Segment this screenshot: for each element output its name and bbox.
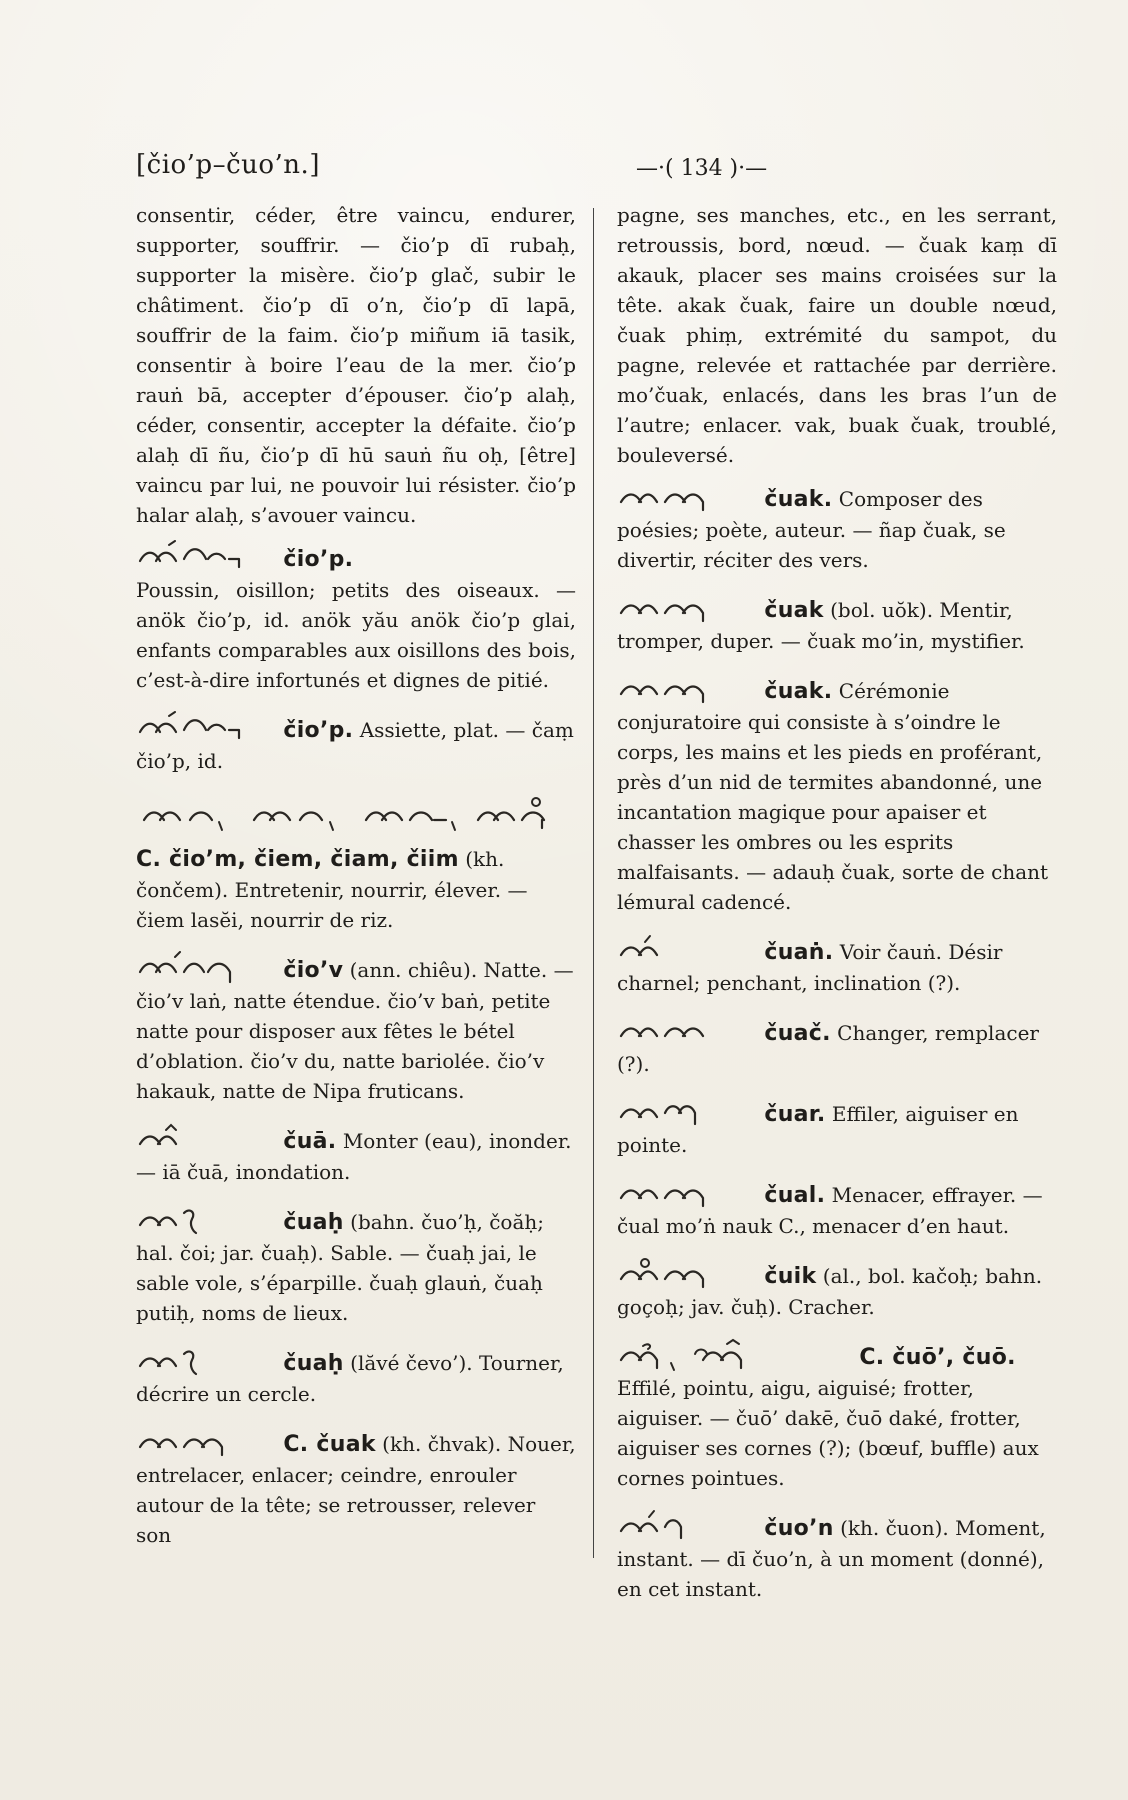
cham-script-icon xyxy=(617,480,742,514)
left-intro-text: consentir, céder, être vaincu, endurer, supporter, souffrir. — čio’p dī rubaḥ, supporter la misère. čio’p glač, subir le châtiment. čio’p dī o’n, čio’p dī lapā, souffrir de la faim. čio’p miñum iā tasik, consentir à boire l’eau de la mer. čio’p rauṅ bā, accepter d’épouser. čio’p alaḥ, céder, consentir, accepter la défaite. čio’p alaḥ dī ñu, čio’p dī hū sauṅ ñu oḥ, [être] vaincu par lui, ne pouvoir lui résister. čio’p halar alaḥ, s’avouer vaincu. xyxy=(136,203,576,527)
right-entry-8-def: (al., bol. kačoḥ; bahn. goçoḥ; jav. čuḥ). Cracher. xyxy=(617,1264,1043,1319)
left-entry-5-heading xyxy=(136,1122,576,1187)
right-entry-3 xyxy=(617,672,1057,917)
right-entry-7-def: Menacer, effrayer. — čual mo’ṅ nauk C., menacer d’en haut. xyxy=(617,1183,1043,1238)
right-intro-text: pagne, ses manches, etc., en les serrant, retroussis, bord, nœud. — čuak kaṃ dī akauk, placer ses mains croisées sur la tête. akak čuak, faire un double nœud, čuak phiṃ, extrémité du sampot, du pagne, relevée et rattachée par derrière. mo’čuak, enlacés, dans les bras l’un de l’autre; enlacer. vak, buak čuak, troublé, bouleversé. xyxy=(617,203,1057,467)
page-header xyxy=(136,150,1016,190)
cham-script-icon xyxy=(617,1014,742,1048)
right-entry-6-def: Effiler, aiguiser en pointe. xyxy=(617,1102,1019,1157)
left-entry-2-head: čio’p. xyxy=(283,718,354,743)
right-entry-7-head: čual. xyxy=(764,1183,826,1208)
cham-script-icon xyxy=(136,540,261,574)
left-entry-7 xyxy=(136,1344,576,1409)
cham-script-icon xyxy=(136,711,261,745)
cham-script-icon xyxy=(617,1095,742,1129)
left-entry-6-def: (bahn. čuo’ḥ, čoăḥ; hal. čoi; jar. čuaḥ). Sable. — čuaḥ jai, le sable vole, s’éparpille. čuaḥ glauṅ, čuaḥ putiḥ, noms de lieux. xyxy=(136,1210,545,1325)
left-entry-5-head: čuā. xyxy=(283,1129,337,1154)
right-entry-2 xyxy=(617,591,1057,656)
left-entry-4 xyxy=(136,951,576,1106)
left-entry-4-head: čio’v xyxy=(283,958,344,983)
right-entry-1 xyxy=(617,480,1057,575)
right-entry-1-head: čuak. xyxy=(764,487,833,512)
right-entry-4 xyxy=(617,933,1057,998)
left-entry-6 xyxy=(136,1203,576,1328)
right-entry-8-heading xyxy=(617,1257,1057,1322)
right-entry-5 xyxy=(617,1014,1057,1079)
right-entry-4-heading xyxy=(617,933,1057,998)
right-entry-9 xyxy=(617,1338,1057,1493)
right-entry-2-heading xyxy=(617,591,1057,656)
right-entry-7 xyxy=(617,1176,1057,1241)
left-entry-6-head: čuaḥ xyxy=(283,1210,344,1235)
cham-script-icon xyxy=(617,933,742,967)
left-entry-8-def: (kh. čhvak). Nouer, entrelacer, enlacer; ceindre, enrouler autour de la tête; se retrousser, relever son xyxy=(136,1432,576,1547)
right-entry-6 xyxy=(617,1095,1057,1160)
right-entry-3-head: čuak. xyxy=(764,679,833,704)
left-entry-7-def: (lăvé čevo’). Tourner, décrire un cercle. xyxy=(136,1351,564,1406)
right-entry-3-def: Cérémonie conjuratoire qui consiste à s’oindre le corps, les mains et les pieds en proférant, près d’un nid de termites abandonné, une incantation magique pour apaiser et chasser les ombres ou les esprits malfaisants. — adauḥ čuak, sorte de chant lémural cadencé. xyxy=(617,679,1049,914)
left-entry-2-def: Assiette, plat. — čaṃ čio’p, id. xyxy=(136,718,574,773)
right-entry-4-head: čuaṅ. xyxy=(764,940,834,965)
cham-script-icon xyxy=(617,1509,742,1543)
right-entry-10-head: čuo’n xyxy=(764,1516,834,1541)
cham-script-icon xyxy=(617,591,742,625)
left-entry-1 xyxy=(136,540,576,695)
right-entry-1-def: Composer des poésies; poète, auteur. — ñap čuak, se divertir, réciter des vers. xyxy=(617,487,1006,572)
left-entry-1-head: čio’p. xyxy=(283,547,354,572)
left-entry-8-head: C. čuak xyxy=(283,1432,376,1457)
left-entry-3 xyxy=(136,792,576,935)
cham-script-icon xyxy=(617,1257,742,1291)
cham-script-icon xyxy=(617,1176,742,1210)
left-column xyxy=(136,200,576,1566)
left-entry-1-heading xyxy=(136,540,576,575)
right-entry-9-head: C. čuō’, čuō. xyxy=(859,1345,1016,1370)
left-entry-7-head: čuaḥ xyxy=(283,1351,344,1376)
left-entry-7-heading xyxy=(136,1344,576,1409)
cham-script-pair-icon xyxy=(617,1338,837,1372)
right-entry-2-def: (bol. uŏk). Mentir, tromper, duper. — čuak mo’in, mystifier. xyxy=(617,598,1025,653)
cham-script-icon xyxy=(136,1344,261,1378)
left-entry-5 xyxy=(136,1122,576,1187)
left-entry-8-heading xyxy=(136,1425,576,1550)
right-entry-8-head: čuik xyxy=(764,1264,817,1289)
right-entry-4-def: Voir čauṅ. Désir charnel; penchant, inclination (?). xyxy=(617,940,1003,995)
left-entry-5-def: Monter (eau), inonder. — iā čuā, inondation. xyxy=(136,1129,572,1184)
header-range-label: [čio’p–čuo’n.] xyxy=(136,150,320,180)
right-entry-3-heading xyxy=(617,672,1057,917)
right-entry-8 xyxy=(617,1257,1057,1322)
left-entry-3-head: C. čio’m, čiem, čiam, čiim xyxy=(136,847,459,872)
right-entry-10 xyxy=(617,1509,1057,1604)
cham-script-variants-icon xyxy=(136,792,556,838)
right-entry-6-heading xyxy=(617,1095,1057,1160)
cham-script-icon xyxy=(617,672,742,706)
right-entry-5-head: čuač. xyxy=(764,1021,831,1046)
right-entry-6-head: čuar. xyxy=(764,1102,826,1127)
left-entry-6-heading xyxy=(136,1203,576,1328)
right-entry-10-heading xyxy=(617,1509,1057,1604)
right-entry-9-heading xyxy=(617,1338,1057,1493)
column-divider xyxy=(593,208,594,1558)
cham-script-icon xyxy=(136,1203,261,1237)
left-entry-2 xyxy=(136,711,576,776)
left-entry-8 xyxy=(136,1425,576,1550)
right-entry-7-heading xyxy=(617,1176,1057,1241)
right-column xyxy=(617,200,1057,1620)
right-entry-1-heading xyxy=(617,480,1057,575)
cham-script-icon xyxy=(136,1122,261,1156)
right-entry-10-def: (kh. čuon). Moment, instant. — dī čuo’n, à un moment (donné), en cet instant. xyxy=(617,1516,1046,1601)
right-entry-5-heading xyxy=(617,1014,1057,1079)
cham-script-icon xyxy=(136,1425,261,1459)
cham-script-icon xyxy=(136,951,261,985)
right-entry-2-head: čuak xyxy=(764,598,824,623)
left-entry-3-def: (kh. čončem). Entretenir, nourrir, élever. — čiem lasĕi, nourrir de riz. xyxy=(136,847,528,932)
left-entry-4-heading xyxy=(136,951,576,1106)
left-entry-2-heading xyxy=(136,711,576,776)
left-entry-1-def: Poussin, oisillon; petits des oiseaux. — anök čio’p, id. anök yău anök čio’p glai, enfants comparables aux oisillons des bois, c’est-à-dire infortunés et dignes de pitié. xyxy=(136,578,576,692)
right-entry-9-def: Effilé, pointu, aigu, aiguisé; frotter, aiguiser. — čuō’ dakē, čuō daké, frotter, aiguiser ses cornes (?); (bœuf, buffle) aux cornes pointues. xyxy=(617,1376,1039,1490)
header-page-marker: —·( 134 )·— xyxy=(636,156,768,181)
left-entry-4-def: (ann. chiêu). Natte. — čio’v laṅ, natte étendue. čio’v baṅ, petite natte pour disposer aux fêtes le bétel d’oblation. čio’v du, natte bariolée. čio’v hakauk, natte de Nipa fruticans. xyxy=(136,958,574,1103)
right-entry-5-def: Changer, remplacer (?). xyxy=(617,1021,1039,1076)
